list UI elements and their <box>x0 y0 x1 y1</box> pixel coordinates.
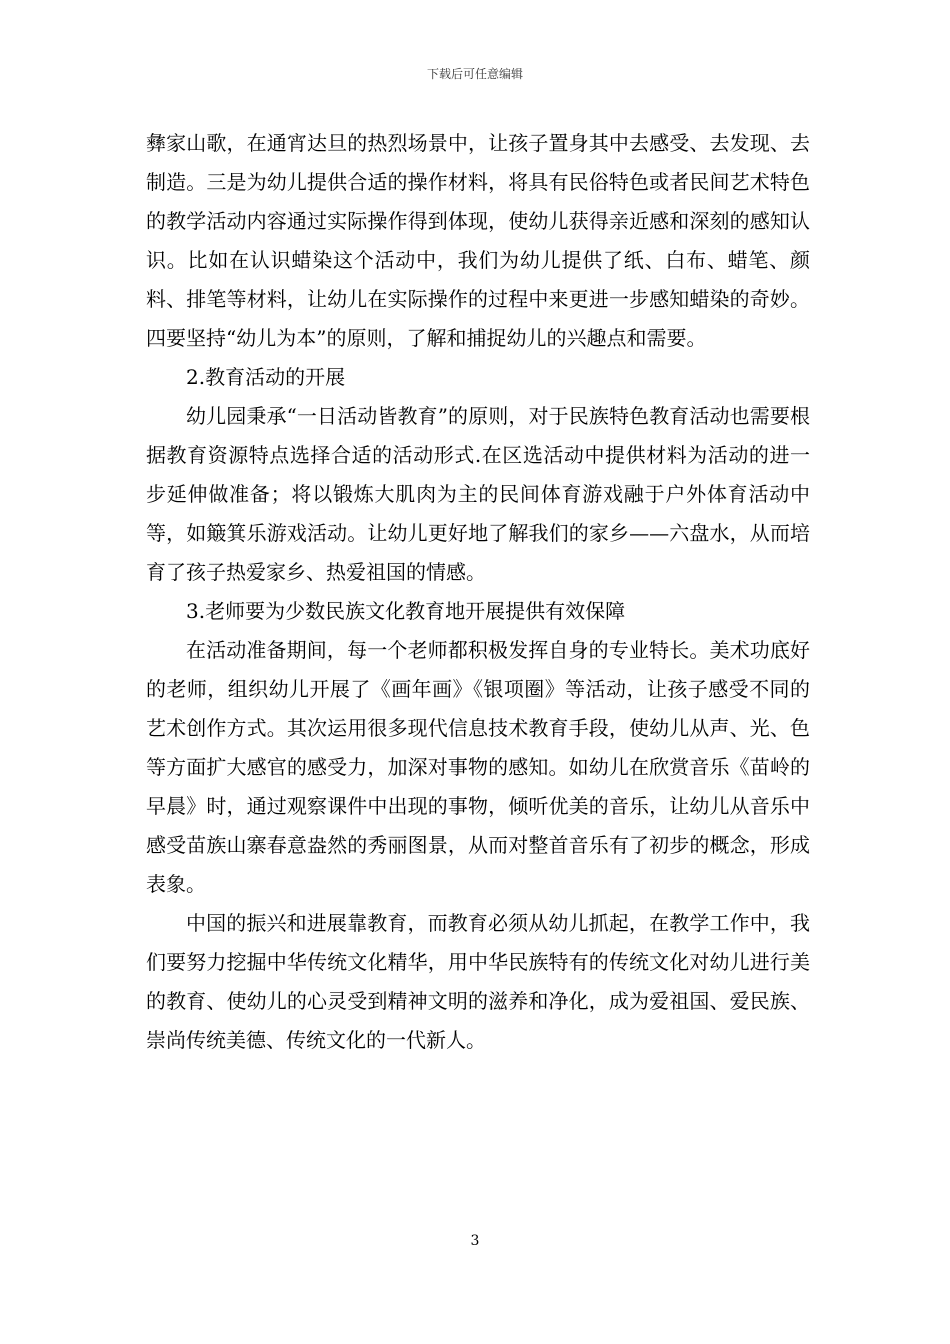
page-header: 下载后可任意编辑 <box>426 67 523 81</box>
paragraph-continuation: 彝家山歌，在通宵达旦的热烈场景中，让孩子置身其中去感受、去发现、去制造。三是为幼儿提供合适的操作材料，将具有民俗特色或者民间艺术特色的教学活动内容通过实际操作得到体现，使幼儿获得亲近感和深刻的感知认识。比如在认识蜡染这个活动中，我们为幼儿提供了纸、白布、蜡笔、颜料、排笔等材料，让幼儿在实际操作的过程中来更进一步感知蜡染的奇妙。四要坚持“幼儿为本”的原则，了解和捕捉幼儿的兴趣点和需要。 <box>146 131 810 350</box>
paragraph-activities: 幼儿园秉承“一日活动皆教育”的原则，对于民族特色教育活动也需要根据教育资源特点选择合适的活动形式.在区选活动中提供材料为活动的进一步延伸做准备；将以锻炼大肌肉为主的民间体育游戏融于户外体育活动中等，如簸箕乐游戏活动。让幼儿更好地了解我们的家乡——六盘水，从而培育了孩子热爱家乡、热爱祖国的情感。 <box>146 404 810 584</box>
paragraph-conclusion: 中国的振兴和进展靠教育，而教育必须从幼儿抓起，在教学工作中，我们要努力挖掘中华传统文化精华，用中华民族特有的传统文化对幼儿进行美的教育、使幼儿的心灵受到精神文明的滋养和净化，成为爱祖国、爱民族、崇尚传统美德、传统文化的一代新人。 <box>146 911 810 1052</box>
page-number: 3 <box>470 1233 480 1249</box>
section-heading-3: 3.老师要为少数民族文化教育地开展提供有效保障 <box>186 599 626 623</box>
body-text <box>146 124 810 1060</box>
paragraph-teachers: 在活动准备期间，每一个老师都积极发挥自身的专业特长。美术功底好的老师，组织幼儿开展了《画年画》《银项圈》等活动，让孩子感受不同的艺术创作方式。其次运用很多现代信息技术教育手段，使幼儿从声、光、色等方面扩大感官的感受力，加深对事物的感知。如幼儿在欣赏音乐《苗岭的早晨》时，通过观察课件中出现的事物，倾听优美的音乐，让幼儿从音乐中感受苗族山寨春意盎然的秀丽图景，从而对整首音乐有了初步的概念，形成表象。 <box>146 638 810 896</box>
section-heading-2: 2.教育活动的开展 <box>186 365 346 389</box>
